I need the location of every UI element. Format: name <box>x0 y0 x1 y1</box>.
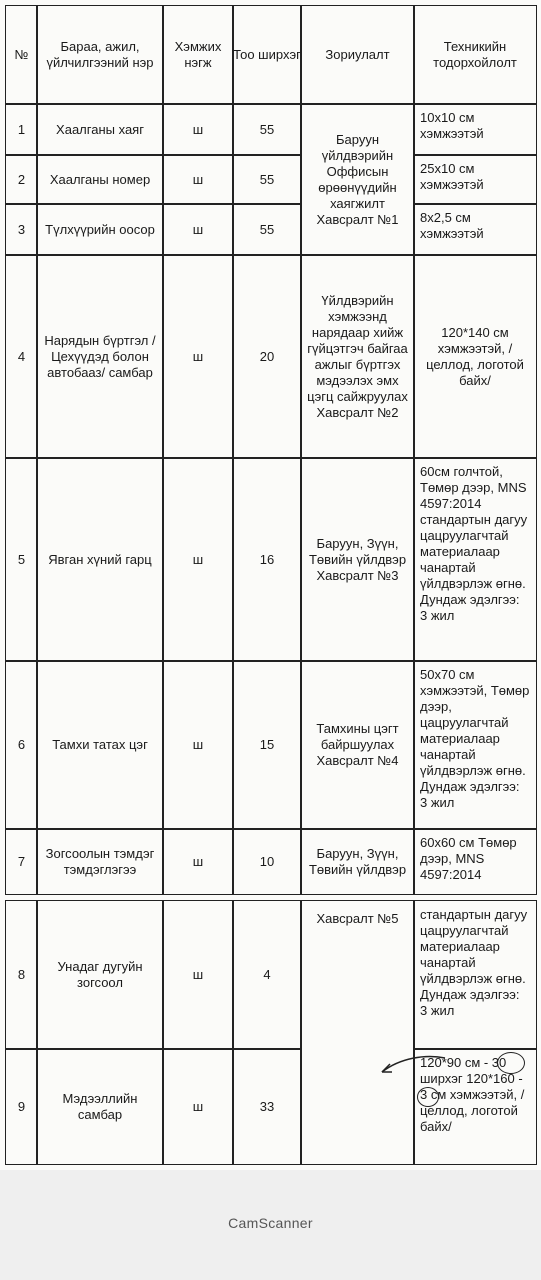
row4-num: 4 <box>5 254 38 459</box>
purpose-rows-8-9 <box>300 900 415 1165</box>
row1-qty: 55 <box>232 103 302 156</box>
row5-num: 5 <box>5 457 38 662</box>
camscanner-watermark: CamScanner <box>228 1215 313 1231</box>
row9-unit: ш <box>162 1048 234 1165</box>
row7-purpose: Баруун, Зүүн, Төвийн үйлдвэр <box>300 828 415 895</box>
row6-name: Тамхи татах цэг <box>36 660 164 830</box>
row1-unit: ш <box>162 103 234 156</box>
row9-qty: 33 <box>232 1048 302 1165</box>
row2-spec: 25х10 см хэмжээтэй <box>413 154 537 205</box>
row7-num: 7 <box>5 828 38 895</box>
row5-unit: ш <box>162 457 234 662</box>
row4-qty: 20 <box>232 254 302 459</box>
row6-num: 6 <box>5 660 38 830</box>
purpose-rows-1-3: Баруун үйлдвэрийн Оффисын өрөөнүүдийн хаягжилт Хавсралт №1 <box>300 103 415 256</box>
row9-num: 9 <box>5 1048 38 1165</box>
row4-name: Нарядын бүртгэл / Цехүүдэд болон автобааз/ самбар <box>36 254 164 459</box>
row8-spec: стандартын дагуу цацруулагчтай материалаар чанартай үйлдвэрлэж өгнө. Дундаж эдэлгээ: 3 жил <box>413 900 537 1050</box>
row4-unit: ш <box>162 254 234 459</box>
header-qty: Тоо ширхэг <box>232 5 302 105</box>
row7-qty: 10 <box>232 828 302 895</box>
header-spec: Техникийн тодорхойлолт <box>413 5 537 105</box>
row5-spec: 60см голчтой, Төмөр дээр, MNS 4597:2014 стандартын дагуу цацруулагчтай материалаар чанартай үйлдвэрлэж өгнө. Дундаж эдэлгээ: 3 жил <box>413 457 537 662</box>
row3-qty: 55 <box>232 203 302 256</box>
row5-qty: 16 <box>232 457 302 662</box>
row5-purpose: Баруун, Зүүн, Төвийн үйлдвэр Хавсралт №3 <box>300 457 415 662</box>
row3-unit: ш <box>162 203 234 256</box>
row8-unit: ш <box>162 900 234 1050</box>
row9-spec: 120*90 см - 30 ширхэг 120*160 - 3 см хэмжээтэй, /целлод, логотой байх/ <box>413 1048 537 1165</box>
header-num: № <box>5 5 38 105</box>
row9-name: Мэдээллийн самбар <box>36 1048 164 1165</box>
handwritten-arrow-icon <box>370 1050 450 1090</box>
row3-num: 3 <box>5 203 38 256</box>
row6-unit: ш <box>162 660 234 830</box>
row5-name: Явган хүний гарц <box>36 457 164 662</box>
row2-num: 2 <box>5 154 38 205</box>
row1-name: Хаалганы хаяг <box>36 103 164 156</box>
row7-spec: 60х60 см Төмөр дээр, MNS 4597:2014 <box>413 828 537 895</box>
header-unit: Хэмжих нэгж <box>162 5 234 105</box>
row7-unit: ш <box>162 828 234 895</box>
row3-name: Түлхүүрийн оосор <box>36 203 164 256</box>
header-name: Бараа, ажил, үйлчилгээний нэр <box>36 5 164 105</box>
row8-purpose-text: Хавсралт №5 <box>316 911 399 926</box>
row6-spec: 50х70 см хэмжээтэй, Төмөр дээр, цацруулагчтай материалаар чанартай үйлдвэрлэж өгнө. Дундаж эдэлгээ: 3 жил <box>413 660 537 830</box>
row2-unit: ш <box>162 154 234 205</box>
handwritten-circle-icon <box>497 1052 525 1074</box>
row4-spec: 120*140 см хэмжээтэй, /целлод, логотой байх/ <box>413 254 537 459</box>
row1-spec: 10х10 см хэмжээтэй <box>413 103 537 156</box>
row4-purpose: Үйлдвэрийн хэмжээнд нарядаар хийж гүйцэтгэч байгаа ажлыг бүртгэх мэдээлэх эмх цэгц сайжруулах Хавсралт №2 <box>300 254 415 459</box>
row7-name: Зогсоолын тэмдэг тэмдэглэгээ <box>36 828 164 895</box>
row1-num: 1 <box>5 103 38 156</box>
row8-qty: 4 <box>232 900 302 1050</box>
header-purpose: Зориулалт <box>300 5 415 105</box>
row3-spec: 8х2,5 см хэмжээтэй <box>413 203 537 256</box>
row2-qty: 55 <box>232 154 302 205</box>
row8-name: Унадаг дугуйн зогсоол <box>36 900 164 1050</box>
row2-name: Хаалганы номер <box>36 154 164 205</box>
row6-qty: 15 <box>232 660 302 830</box>
row6-purpose: Тамхины цэгт байршуулах Хавсралт №4 <box>300 660 415 830</box>
row8-num: 8 <box>5 900 38 1050</box>
handwritten-circle-icon <box>417 1087 439 1107</box>
